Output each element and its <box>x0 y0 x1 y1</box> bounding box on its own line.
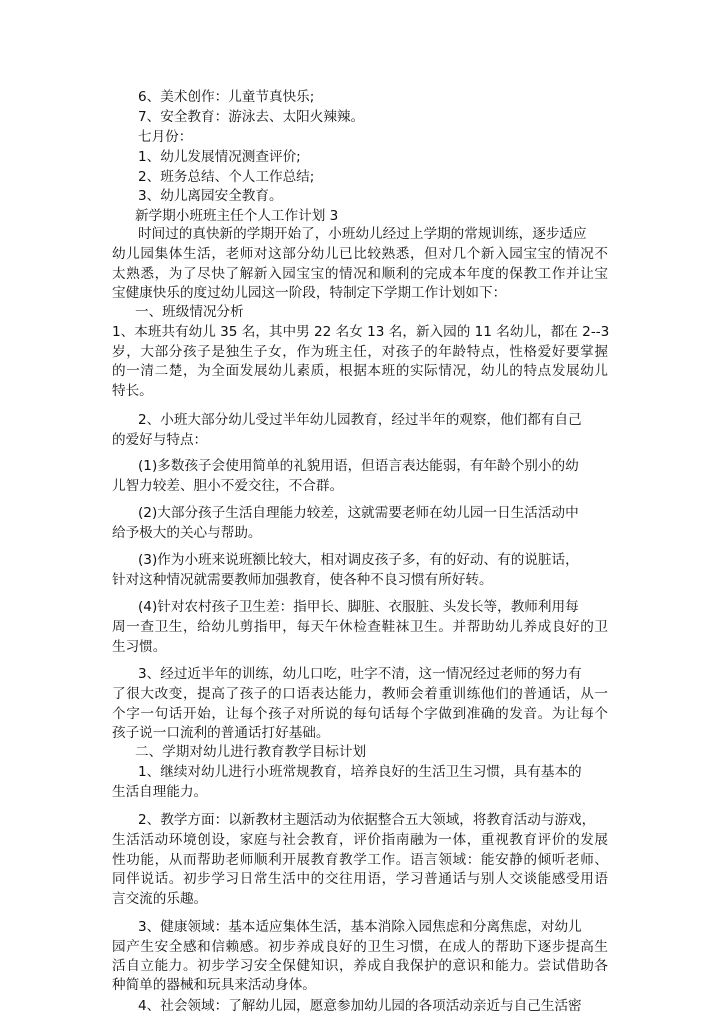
section-heading: 二、学期对幼儿进行教育教学目标计划 <box>135 744 367 760</box>
text-line: 3、幼儿离园安全教育。 <box>138 188 283 204</box>
text-line: (3)作为小班来说班额比较大，相对调皮孩子多，有的好动、有的说脏话， <box>138 552 579 568</box>
text-line: 孩子说一口流利的普通话打好基础。 <box>112 725 330 741</box>
text-line: 太熟悉，为了尽快了解新入园宝宝的情况和顺利的完成本年度的保教工作并让宝 <box>112 266 608 282</box>
text-line: 周一查卫生，给幼儿剪指甲，每天午休检查鞋袜卫生。并帮助幼儿养成良好的卫 <box>112 619 608 635</box>
text-line: 7、安全教育：游泳去、太阳火辣辣。 <box>138 109 365 125</box>
text-line: 3、经过近半年的训练，幼儿口吃，吐字不清，这一情况经过老师的努力有 <box>138 666 582 682</box>
text-line: 生习惯。 <box>112 639 167 655</box>
section-heading: 一、班级情况分析 <box>135 304 244 320</box>
text-line: 的爱好与特点： <box>112 432 208 448</box>
text-line: 个字一句话开始，让每个孩子对所说的每句话每个字做到准确的发音。为让每个 <box>112 706 608 722</box>
text-line: 同伴说话。初步学习日常生活中的交往用语，学习普通话与别人交谈能感受用语 <box>112 871 608 887</box>
section-title: 新学期小班班主任个人工作计划 3 <box>135 208 339 224</box>
text-line: 4、社会领域：了解幼儿园，愿意参加幼儿园的各项活动亲近与自己生活密 <box>138 998 582 1014</box>
text-line: 的一清二楚，为全面发展幼儿素质，根据本班的实际情况，幼儿的特点发展幼儿 <box>112 363 608 379</box>
text-line: 性功能，从而帮助老师顺利开展教育教学工作。语言领域：能安静的倾听老师、 <box>112 852 608 868</box>
text-line: 了很大改变，提高了孩子的口语表达能力，教师会着重训练他们的普通话，从一 <box>112 686 608 702</box>
text-line: 活自立能力。初步学习安全保健知识，养成自我保护的意识和能力。尝试借助各 <box>112 958 608 974</box>
text-line: 生活自理能力。 <box>112 784 208 800</box>
text-line: (1)多数孩子会使用简单的礼貌用语，但语言表达能弱，有年龄个别小的幼 <box>138 458 579 474</box>
text-line: 时间过的真快新的学期开始了，小班幼儿经过上学期的常规训练，逐步适应 <box>138 226 587 242</box>
text-line: 1、幼儿发展情况测查评价; <box>138 149 301 165</box>
text-line: 2、小班大部分幼儿受过半年幼儿园教育，经过半年的观察，他们都有自己 <box>138 412 582 428</box>
text-line: 七月份： <box>138 129 193 145</box>
text-line: 宝健康快乐的度过幼儿园这一阶段，特制定下学期工作计划如下： <box>112 285 507 301</box>
text-line: 言交流的乐趣。 <box>112 891 208 907</box>
text-line: 儿智力较差、胆小不爱交往，不合群。 <box>112 478 344 494</box>
text-line: 给予极大的关心与帮助。 <box>112 525 262 541</box>
text-line: 生活活动环境创设，家庭与社会教育，评价指南融为一体，重视教育评价的发展 <box>112 832 608 848</box>
text-line: 2、班务总结、个人工作总结; <box>138 169 315 185</box>
text-line: (4)针对农村孩子卫生差：指甲长、脚脏、衣服脏、头发长等，教师利用每 <box>138 599 579 615</box>
text-line: 针对这种情况就需要教师加强教育，使各种不良习惯有所好转。 <box>112 572 493 588</box>
text-line: 3、健康领域：基本适应集体生活，基本消除入园焦虑和分离焦虑，对幼儿 <box>138 919 582 935</box>
text-line: 幼儿园集体生活，老师对这部分幼儿已比较熟悉，但对几个新入园宝宝的情况不 <box>112 246 608 262</box>
text-line: 岁，大部分孩子是独生子女，作为班主任，对孩子的年龄特点，性格爱好要掌握 <box>112 344 608 360</box>
text-line: 园产生安全感和信赖感。初步养成良好的卫生习惯，在成人的帮助下逐步提高生 <box>112 939 608 955</box>
text-line: 6、美术创作：儿童节真快乐; <box>138 89 315 105</box>
text-line: 种简单的器械和玩具来活动身体。 <box>112 977 316 993</box>
text-line: 2、教学方面：以新教材主题活动为依据整合五大领域，将教育活动与游戏， <box>138 812 596 828</box>
text-line: (2)大部分孩子生活自理能力较差，这就需要老师在幼儿园一日生活活动中 <box>138 505 579 521</box>
text-line: 1、继续对幼儿进行小班常规教育，培养良好的生活卫生习惯，具有基本的 <box>138 764 582 780</box>
text-line: 1、本班共有幼儿 35 名，其中男 22 名女 13 名，新入园的 11 名幼儿，都在 2--3 <box>112 324 610 340</box>
text-line: 特长。 <box>112 383 153 399</box>
